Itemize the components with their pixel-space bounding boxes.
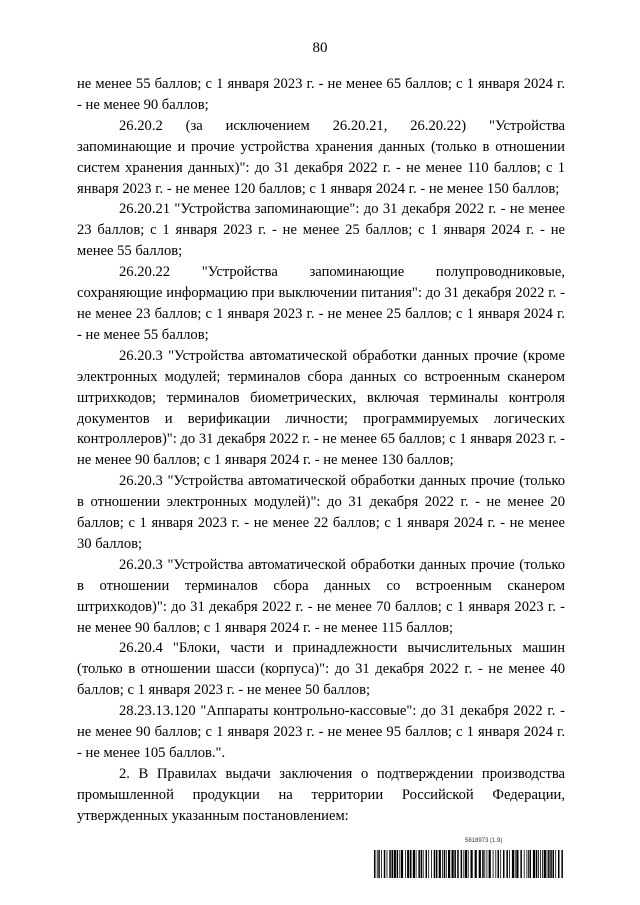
paragraph: 26.20.3 "Устройства автоматической обработки данных прочие (кроме электронных модулей; терминалов сбора данных со встроенным сканером штрихкодов; терминалов биометрических, включая терминалы контроля документов и верификации личности; программируемых логических контроллеров)": до 31 декабря 2022 г. - не менее 65 баллов; с 1 января 2023 г. - не менее 90 баллов; с 1 января 2024 г. - не менее 130 баллов; (77, 347, 565, 469)
paragraph: 2. В Правилах выдачи заключения о подтверждении производства промышленной продукции на территории Российской Федерации, утвержденных указанным постановлением: (77, 765, 565, 824)
document-code: 5818973 (1.9) (465, 838, 503, 844)
page-number: 80 (312, 40, 328, 56)
document-body (77, 74, 565, 827)
paragraph: 26.20.22 "Устройства запоминающие полупроводниковые, сохраняющие информацию при выключении питания": до 31 декабря 2022 г. - не менее 23 баллов; с 1 января 2023 г. - не менее 25 баллов; с 1 января 2024 г. - не менее 55 баллов; (77, 264, 565, 343)
paragraph: 26.20.4 "Блоки, части и принадлежности вычислительных машин (только в отношении шасси (корпуса)": до 31 декабря 2022 г. - не менее 40 баллов; с 1 января 2023 г. - не менее 50 баллов; (77, 640, 565, 699)
paragraph: 26.20.2 (за исключением 26.20.21, 26.20.22) "Устройства запоминающие и прочие устройства хранения данных (только в отношении систем хранения данных)": до 31 декабря 2022 г. - не менее 110 баллов; с 1 января 2023 г. - не менее 120 баллов; с 1 января 2024 г. - не менее 150 баллов; (77, 117, 565, 197)
paragraph: 28.23.13.120 "Аппараты контрольно-кассовые": до 31 декабря 2022 г. - не менее 90 баллов; с 1 января 2023 г. - не менее 95 баллов; с 1 января 2024 г. - не менее 105 баллов.". (77, 703, 565, 761)
paragraph: не менее 55 баллов; с 1 января 2023 г. - не менее 65 баллов; с 1 января 2024 г. - не менее 90 баллов; (77, 76, 565, 113)
barcode-image (374, 850, 564, 878)
paragraph: 26.20.3 "Устройства автоматической обработки данных прочие (только в отношении электронных модулей)": до 31 декабря 2022 г. - не менее 20 баллов; с 1 января 2023 г. - не менее 22 баллов; с 1 января 2024 г. - не менее 30 баллов; (77, 473, 565, 552)
paragraph: 26.20.3 "Устройства автоматической обработки данных прочие (только в отношении терминалов сбора данных со встроенным сканером штрихкодов)": до 31 декабря 2022 г. - не менее 70 баллов; с 1 января 2023 г. - не менее 90 баллов; с 1 января 2024 г. - не менее 115 баллов; (77, 556, 565, 636)
paragraph: 26.20.21 "Устройства запоминающие": до 31 декабря 2022 г. - не менее 23 баллов; с 1 января 2023 г. - не менее 25 баллов; с 1 января 2024 г. - не менее 55 баллов; (77, 201, 565, 260)
